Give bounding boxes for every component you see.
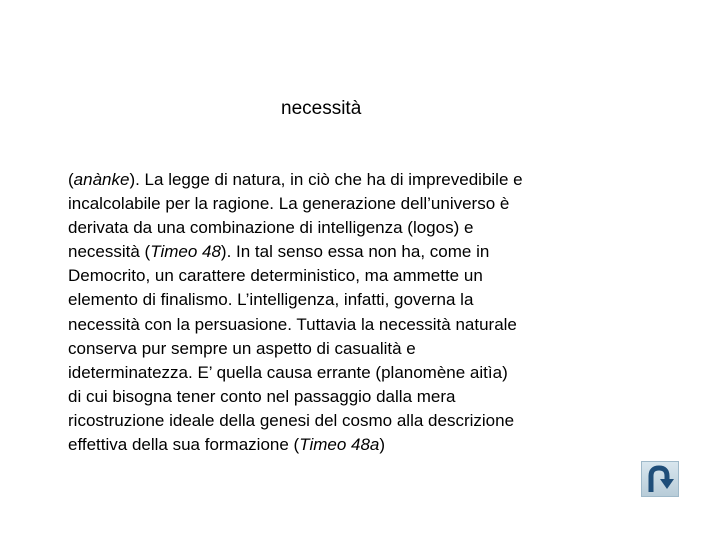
text-line: necessità con la persuasione. Tuttavia la necessità naturale bbox=[68, 314, 517, 334]
text-line bbox=[68, 168, 628, 192]
text-line: di cui bisogna tener conto nel passaggio dalla mera bbox=[68, 386, 456, 406]
slide-title: necessità bbox=[281, 98, 362, 119]
text-line bbox=[68, 433, 628, 457]
slide-body-paragraph bbox=[68, 168, 628, 457]
text-line: incalcolabile per la ragione. La generazione dell’universo è bbox=[68, 194, 510, 214]
text-line: ideterminatezza. E’ quella causa errante (planomène aitìa) bbox=[68, 362, 508, 382]
u-turn-back-arrow-icon bbox=[642, 462, 678, 496]
text-segment: necessità ( bbox=[68, 242, 151, 262]
text-segment-italic: Timeo 48 bbox=[150, 242, 221, 262]
text-segment: ). In tal senso essa non ha, come in bbox=[220, 242, 490, 262]
text-segment-italic: anànke bbox=[73, 170, 130, 189]
text-segment: ) bbox=[379, 435, 386, 455]
text-segment-italic: Timeo 48a bbox=[299, 435, 380, 455]
return-button[interactable] bbox=[641, 461, 679, 497]
text-line bbox=[68, 240, 628, 264]
text-line: derivata da una combinazione di intelligenza (logos) e bbox=[68, 218, 474, 238]
text-line: Democrito, un carattere deterministico, ma ammette un bbox=[68, 266, 483, 286]
text-segment: ). La legge di natura, in ciò che ha di imprevedibile e bbox=[129, 170, 523, 189]
text-line: ricostruzione ideale della genesi del cosmo alla descrizione bbox=[68, 410, 515, 430]
text-line: elemento di finalismo. L’intelligenza, infatti, governa la bbox=[68, 290, 474, 310]
text-segment: ( bbox=[68, 170, 74, 189]
text-line: conserva pur sempre un aspetto di casualità e bbox=[68, 338, 416, 358]
text-segment: effettiva della sua formazione ( bbox=[68, 435, 300, 455]
